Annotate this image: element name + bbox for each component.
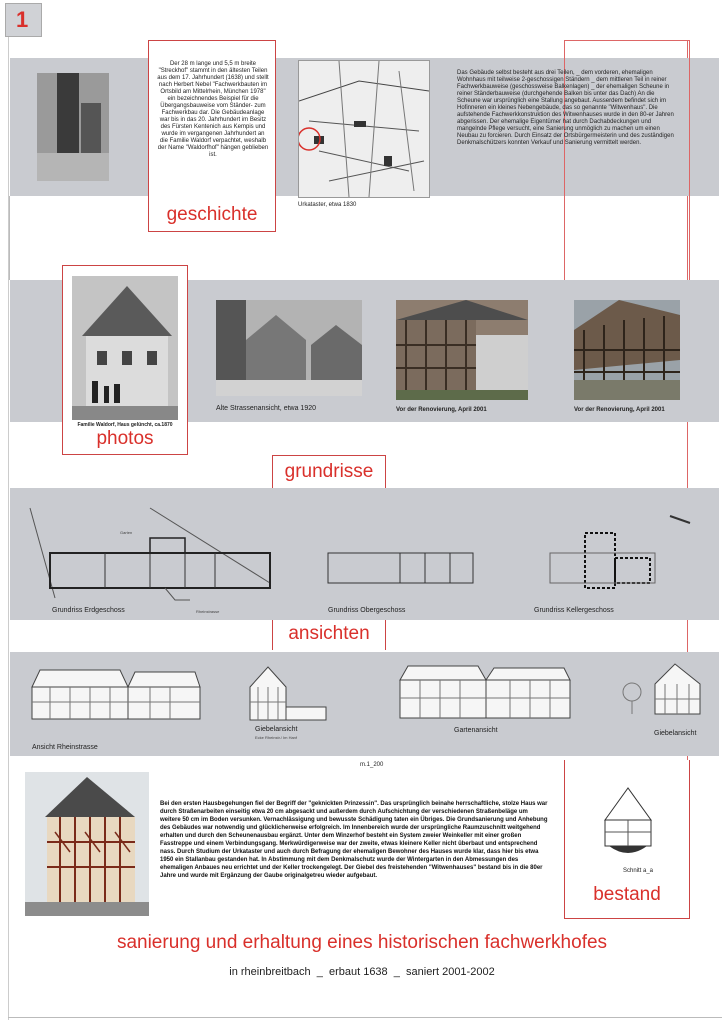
bestand-box — [564, 760, 690, 919]
plan-og-caption: Grundriss Obergeschoss — [328, 607, 406, 614]
plan-eg-caption: Grundriss Erdgeschoss — [52, 607, 125, 614]
plan-street-label: Rheinstrasse — [196, 609, 220, 614]
page-number: 1 — [16, 7, 29, 32]
section-title-grundrisse: grundrisse — [284, 461, 374, 482]
family-photo-image — [72, 276, 178, 420]
section-title-bestand: bestand — [593, 884, 661, 905]
bestand-photo — [25, 772, 149, 916]
renovation-photo-1-caption: Vor der Renovierung, April 2001 — [396, 407, 487, 413]
grundrisse-title-box — [272, 455, 386, 489]
family-photo — [72, 276, 178, 420]
tree-photo-image — [37, 73, 109, 181]
subtitle: in rheinbreitbach _ erbaut 1638 _ saniert 2001-2002 — [229, 966, 495, 978]
section-title-geschichte: geschichte — [166, 204, 258, 225]
elevation-rhein-caption: Ansicht Rheinstrasse — [32, 744, 98, 751]
bottom-rule — [8, 1017, 722, 1018]
page-frame — [8, 35, 9, 1020]
family-photo-caption: Familie Waldorf, Haus gelüncht, ca.1870 — [77, 422, 173, 428]
section-title-photos: photos — [96, 428, 154, 449]
photos-box — [62, 265, 188, 455]
tree-photo — [37, 73, 109, 181]
renovation-photo-2-caption: Vor der Renovierung, April 2001 — [574, 407, 665, 413]
map-caption: Urkataster, etwa 1830 — [298, 202, 357, 208]
elevation-giebel1-caption: Giebelansicht — [255, 726, 298, 733]
street-photo — [216, 300, 362, 396]
scale-label: m.1_200 — [360, 762, 384, 768]
plan-garden-label: Garten — [120, 530, 133, 535]
renovation-photo-2 — [574, 300, 680, 400]
floor-plans-drawing — [10, 488, 719, 620]
section-title-ansichten: ansichten — [288, 623, 370, 644]
plan-kg-caption: Grundriss Kellergeschoss — [534, 607, 614, 614]
main-title: sanierung und erhaltung eines historischen fachwerkhofes — [116, 932, 608, 953]
renovation-photo-2-image — [574, 300, 680, 400]
page-number-box — [5, 3, 42, 37]
history-text: Der 28 m lange und 5,5 m breite "Streckhof" stammt in den ältesten Teilen aus dem 17. Jahrhundert (1638) und stellt nach Herbert Nebel "Fachwerkbauten im Ortsbild am Mittelrhein, München 1978" ein bezeichnendes Beispiel für die Übergangsbauweise vom Ständer- zum Fachwerkbau dar. Die Gebäudeanlage war bis in das 20. Jahrhundert im Besitz des Fürsten Kentenich aus Kempis und wurde im vergangenen Jahrhundert an die Familie Waldorf verpachtet, weshalb der Name "Waldorfhof" hängen geblieben ist. — [157, 61, 269, 158]
elevation-giebel2-caption: Giebelansicht — [654, 730, 697, 737]
building-text: Das Gebäude selbst besteht aus drei Teilen, _ dem vorderen, ehemaligen Wohnhaus mit teilweise 2-geschossigen Ständern _ dem mittleren Teil in reiner Fachwerkbauweise (geschossweise Balkenlagen) _ der ehemaligen Scheune in reiner Ständerbauweise (durchgehende Balken bis unter das Dach) An die Scheune war ursprünglich eine Stallung angebaut. Ausserdem befindet sich im Hofinneren ein kleines Nebengebäude, das so genannte "Witwenhaus". Die aufstehende Fachwerkkonstruktion des Witwenhauses wurde in den 80-er Jahren abgerissen. Der ehemalige Eigentümer hat durch Dachabdeckungen und mangelnde Pflege versucht, eine Sanierung unmöglich zu machen um einen Neubau zu forcieren. Durch Einsatz der Ortsbürgermeisterin und des zuständigen Denkmalschützers konnten Verkauf und Sanierung vermittelt werden. — [457, 70, 674, 146]
elevation-giebel1-sub: Ecke Rheinstr./ Im Hanf — [255, 735, 298, 740]
elevations-drawing — [10, 652, 719, 756]
ansichten-divider — [272, 620, 386, 650]
street-photo-image — [216, 300, 362, 396]
elevation-garten-caption: Gartenansicht — [454, 727, 498, 734]
section-caption: Schnitt a_a — [623, 868, 654, 874]
bestand-text: Bei den ersten Hausbegehungen fiel der Begriff der "geknickten Prinzessin". Das ursprünglich beinahe herrschaftliche, stolze Haus war durch Straßenarbeiten einseitig etwa 20 cm abgesackt und außerdem durch Aufschichtung der verschiedenen Straßenbeläge um weitere 50 cm im Boden versunken. Vernachlässigung und bewusste Schädigung taten ein Übriges. Die Grundsanierung und Anhebung des Gebäudes war notwendig und glücklicherweise erfolgreich. Im Innenbereich wurde der ursprüngliche Raumzuschnitt weitgehend erhalten und durch den Scheunenausbau ergänzt. Unter dem Winzerhof besteht ein System zweier Weinkeller mit einer großen Fasstreppe und einem Verbindungsgang. Merkwürdigerweise war der zweite, etwas kleinere Keller nicht überbaut und entsprechend nass. Durch Studium der Urkataster und auch durch Befragung der ehemaligen Bewohner des Hauses wurde klar, dass hier bis etwa 1950 ein Stallanbau gestanden hat. In Abstimmung mit dem Denkmalschutz wurde der Wintergarten in den Abmessungen des ehemaligen Anbaues neu errichtet und der Keller trockengelegt. Der Giebel des freistehenden "Witwenhauses" bestand bis in die 80er Jahre und wurde mit Ergänzung der Gaube originalgetreu wieder aufgebaut. — [160, 801, 548, 879]
renovation-photo-1 — [396, 300, 528, 400]
left-red-rule — [9, 196, 10, 280]
section-drawing — [593, 780, 663, 860]
cadastral-map — [298, 60, 430, 198]
bestand-photo-image — [25, 772, 149, 916]
renovation-photo-1-image — [396, 300, 528, 400]
street-photo-caption: Alte Strassenansicht, etwa 1920 — [216, 405, 317, 412]
history-text-box — [148, 40, 276, 232]
cadastral-map-drawing — [299, 61, 429, 197]
